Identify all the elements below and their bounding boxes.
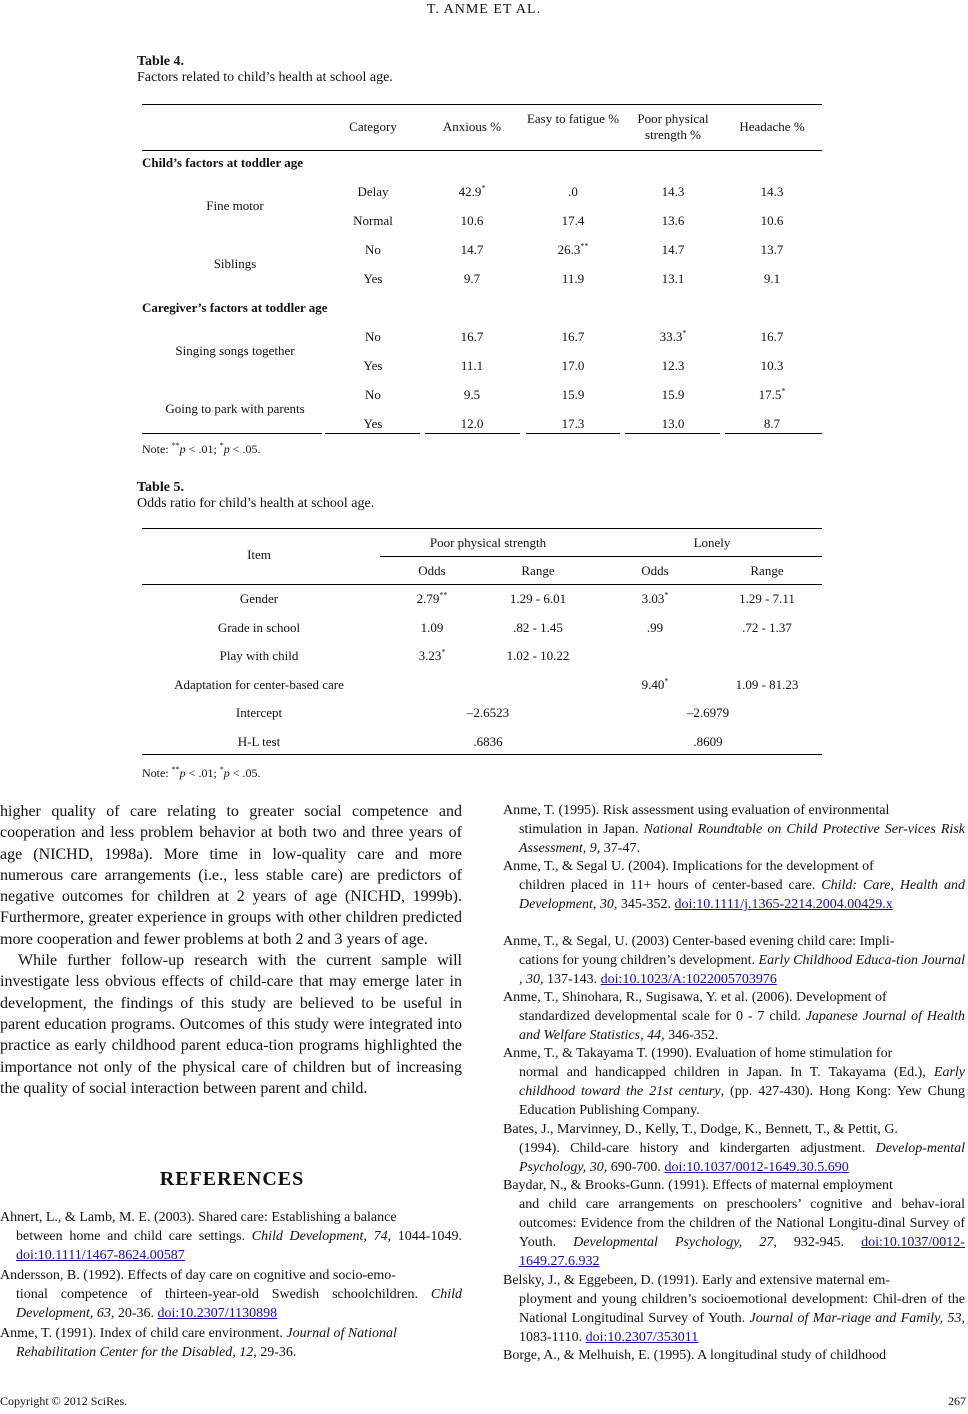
table5-value-cell: .82 - 1.45 xyxy=(513,619,563,635)
table4-value-cell: 16.7 xyxy=(561,329,585,344)
reference-anme-1991: Anme, T. (1991). Index of child care environment. Journal of National Rehabilitation Center for the Disabled, 12, 29-36. xyxy=(0,1326,397,1360)
table4-value-cell: 17.4 xyxy=(561,213,585,228)
reference-andersson: Andersson, B. (1992). Effects of day care on cognitive and socio-emo- tional competence of thirteen-year-old Swedish schoolchildren. Child Development, 63, 20-36. doi:10.2307/1130898 xyxy=(0,1268,462,1321)
table4-group-label: Singing songs together xyxy=(175,343,295,358)
table4-col-header: Anxious % xyxy=(442,119,502,134)
table4-value-cell: 11.9 xyxy=(561,271,585,286)
reference-anme-shinohara: Anme, T., Shinohara, R., Sugisawa, Y. et al. (2006). Development of standardized developmental scale for 0 - 7 child. Japanese Journal of Health and Welfare Statistics, 44, 346-352. xyxy=(503,990,965,1043)
table5-note: Note: **p < .01; *p < .05. xyxy=(142,765,261,780)
doi-link[interactable]: doi:10.2307/1130898 xyxy=(157,1306,278,1321)
table5-sub-header: Odds xyxy=(641,563,669,578)
table4-category-cell: Delay xyxy=(357,184,389,199)
table4-value-cell: 15.9 xyxy=(661,387,685,402)
table5-label: Table 5. xyxy=(137,480,184,495)
table4-value-cell: 14.7 xyxy=(661,242,685,257)
doi-link[interactable]: doi:10.1037/0012-1649.27.6.932 xyxy=(519,1235,965,1269)
table4-value-cell: 10.6 xyxy=(760,213,784,228)
reference-borge: Borge, A., & Melhuish, E. (1995). A longitudinal study of childhood xyxy=(503,1348,887,1363)
table4-value-cell: 14.3 xyxy=(661,184,685,199)
doi-link[interactable]: doi:10.2307/353011 xyxy=(585,1330,699,1345)
table5-intercept-value: –2.6523 xyxy=(466,705,510,720)
table5-item-cell: Grade in school xyxy=(217,619,301,635)
table4-value-cell: 17.0 xyxy=(561,358,585,373)
table5-value-cell: 9.40* xyxy=(641,676,669,692)
table5-sub-header: Range xyxy=(521,563,555,578)
table5-value-cell: 2.79** xyxy=(416,590,448,606)
table5-value-cell: 1.09 - 81.23 xyxy=(735,676,799,692)
table4-category-cell: Yes xyxy=(363,358,383,373)
table5-value-cell: 1.29 - 7.11 xyxy=(739,591,795,606)
table5-group-header: Poor physical strength xyxy=(429,535,547,550)
reference-ahnert: Ahnert, L., & Lamb, M. E. (2003). Shared care: Establishing a balance between home and child care settings. Child Development, 74, 1044-1049. doi:10.1111/1467-8624.00587 xyxy=(0,1210,462,1263)
table5-value-cell: 1.09 xyxy=(420,619,444,635)
table4-col-header: Easy to fatigue % xyxy=(526,111,620,126)
table4-col-header: Headache % xyxy=(739,119,805,134)
table4-value-cell: 13.0 xyxy=(661,416,685,431)
table4-value-cell: 8.7 xyxy=(763,416,781,431)
table4-label: Table 4. xyxy=(137,54,184,69)
doi-link[interactable]: doi:10.1023/A:1022005703976 xyxy=(600,972,777,987)
footer-page-number: 267 xyxy=(948,1394,966,1408)
table4-value-cell: 26.3** xyxy=(557,241,589,257)
table4-value-cell: 33.3* xyxy=(659,328,687,344)
table4-value-cell: 9.1 xyxy=(763,271,781,286)
table4-group-label: Fine motor xyxy=(206,198,264,213)
table5-value-cell: 3.23* xyxy=(418,647,446,663)
running-header: T. ANME ET AL. xyxy=(426,2,542,17)
reference-bates: Bates, J., Marvinney, D., Kelly, T., Dodge, K., Bennett, T., & Pettit, G. (1994). Child-care history and kindergarten adjustment. Develop-mental Psychology, 30, 690-700. doi:10.1037/0012-1649.30.5.690 xyxy=(503,1122,965,1175)
table4-category-cell: Yes xyxy=(363,416,383,431)
table5-header-rule xyxy=(142,584,822,585)
table4-value-cell: 16.7 xyxy=(760,329,784,344)
table5-hl-test-value: .8609 xyxy=(693,733,723,749)
table4-value-cell: 42.9* xyxy=(458,183,486,199)
table5-sub-header: Odds xyxy=(418,563,446,578)
reference-anme-segal-2003: Anme, T., & Segal, U. (2003) Center-based evening child care: Impli- cations for young children’s development. Early Childhood Educa-tion Journal , 30, 137-143. doi:10.1023/A:1022005703976 xyxy=(503,934,966,987)
table5-group-rule xyxy=(380,556,822,557)
table5-top-rule xyxy=(142,528,822,529)
table5-value-cell: 3.03* xyxy=(641,590,669,606)
table4-value-cell: 17.5* xyxy=(758,386,786,402)
table4-section-title: Caregiver’s factors at toddler age xyxy=(142,300,328,315)
table5-value-cell: .72 - 1.37 xyxy=(742,619,792,635)
body-paragraph-2: While further follow-up research with the current sample will investigate less obvious effects of child-care that may emerge later in development, the findings of this study are believed to be useful in parent education programs. Outcomes of this study were integrated into practice as early childhood parent educa-tion programs highlighted the importance not only of the physical care of children but of increasing the quality of social interaction between parent and child. xyxy=(0,952,462,1097)
table4-value-cell: 16.7 xyxy=(460,329,484,344)
table5-item-cell: Play with child xyxy=(219,648,299,663)
table5-item-cell: Adaptation for center-based care xyxy=(174,676,344,692)
table4-value-cell: 13.7 xyxy=(760,242,784,257)
table4-title: Factors related to child’s health at school age. xyxy=(137,70,393,85)
table5-value-cell: .99 xyxy=(646,619,664,635)
references-heading: REFERENCES xyxy=(159,1168,305,1190)
table4-value-cell: 13.6 xyxy=(661,213,685,228)
table5-intercept-label: Intercept xyxy=(235,705,283,720)
table4-value-cell: 10.3 xyxy=(760,358,784,373)
doi-link[interactable]: doi:10.1111/1467-8624.00587 xyxy=(16,1248,185,1263)
reference-anme-segal-2004: Anme, T., & Segal U. (2004). Implications for the development of children placed in 11+ hours of center-based care. Child: Care, Health and Development, 30, 345-352. doi:10.1111/j.1365-2214.2004.00429.x xyxy=(503,859,965,912)
table4-value-cell: 17.3 xyxy=(561,416,585,431)
table5-bottom-rule xyxy=(142,754,822,755)
table4-note: Note: **p < .01; *p < .05. xyxy=(142,441,261,456)
reference-anme-1995: Anme, T. (1995). Risk assessment using evaluation of environmental stimulation in Japan. National Roundtable on Child Protective Ser-vices Risk Assessment, 9, 37-47. xyxy=(503,803,965,856)
table5-title: Odds ratio for child’s health at school age. xyxy=(137,496,375,511)
table4-value-cell: 10.6 xyxy=(460,213,484,228)
table4-category-cell: No xyxy=(365,242,381,257)
table4-category-cell: No xyxy=(365,329,381,344)
table4-category-cell: Yes xyxy=(363,271,383,286)
doi-link[interactable]: doi:10.1037/0012-1649.30.5.690 xyxy=(664,1160,849,1175)
table5-item-cell: Gender xyxy=(239,591,279,606)
doi-link[interactable]: doi:10.1111/j.1365-2214.2004.00429.x xyxy=(674,897,893,912)
table5-hl-test-label: H-L test xyxy=(237,733,281,749)
table4-value-cell: 13.1 xyxy=(661,271,685,286)
table5-value-cell: 1.02 - 10.22 xyxy=(506,648,570,663)
table4-value-cell: 14.7 xyxy=(460,242,484,257)
table4-section-title: Child’s factors at toddler age xyxy=(142,155,304,170)
table5-value-cell: 1.29 - 6.01 xyxy=(509,591,567,606)
table4-col-header: Category xyxy=(349,119,397,134)
table4-col-header: Poor physical strength % xyxy=(637,111,709,142)
table5-intercept-value: –2.6979 xyxy=(686,705,730,720)
body-paragraph-1: higher quality of care relating to greater social competence and cooperation and less problem behavior at both two and three years of age (NICHD, 1998a). More time in low-quality care and more numerous care arrangements (i.e., less stable care) are predictors of negative outcomes for children at 2 years of age (NICHD, 1999b). Furthermore, greater experience in groups with other children predicted more cooperation and fewer problems at both 2 and 3 years of age. xyxy=(0,803,462,948)
table4-value-cell: 12.0 xyxy=(460,416,484,431)
table5-item-header: Item xyxy=(247,547,271,562)
reference-belsky: Belsky, J., & Eggebeen, D. (1991). Early and extensive maternal em- ployment and young children’s socioemotional development: Chil-dren of the National Longitudinal Survey of Youth. Journal of Mar-riage and Family, 53, 1083-1110. doi:10.2307/353011 xyxy=(503,1273,965,1345)
table4-value-cell: 14.3 xyxy=(760,184,784,199)
table4-category-cell: No xyxy=(365,387,381,402)
footer-copyright: Copyright © 2012 SciRes. xyxy=(0,1394,128,1408)
table4-value-cell: 11.1 xyxy=(460,358,484,373)
table4-value-cell: 12.3 xyxy=(661,358,685,373)
table4-group-label: Going to park with parents xyxy=(165,401,305,416)
table5-group-header: Lonely xyxy=(693,535,731,550)
table4-category-cell: Normal xyxy=(353,213,393,228)
table4-value-cell: 9.7 xyxy=(463,271,481,286)
table4-value-cell: 9.5 xyxy=(463,387,481,402)
table4-value-cell: .0 xyxy=(568,184,578,199)
table4-group-label: Siblings xyxy=(213,256,257,271)
body-text-left xyxy=(0,801,462,1099)
table5-sub-header: Range xyxy=(750,563,784,578)
reference-baydar: Baydar, N., & Brooks-Gunn. (1991). Effects of maternal employment and child care arrangements on preschoolers’ cognitive and behav-ioral outcomes: Evidence from the children of the National Longitu-dinal Survey of Youth. Developmental Psychology, 27, 932-945. doi:10.1037/0012-1649.27.6.932 xyxy=(503,1178,965,1269)
table5-hl-test-value: .6836 xyxy=(473,733,503,749)
table4-value-cell: 15.9 xyxy=(561,387,585,402)
reference-anme-takayama: Anme, T., & Takayama T. (1990). Evaluation of home stimulation for normal and handicapped children in Japan. In T. Takayama (Ed.), Early childhood toward the 21st century, (pp. 427-430). Hong Kong: Yew Chung Education Publishing Company. xyxy=(503,1046,965,1118)
